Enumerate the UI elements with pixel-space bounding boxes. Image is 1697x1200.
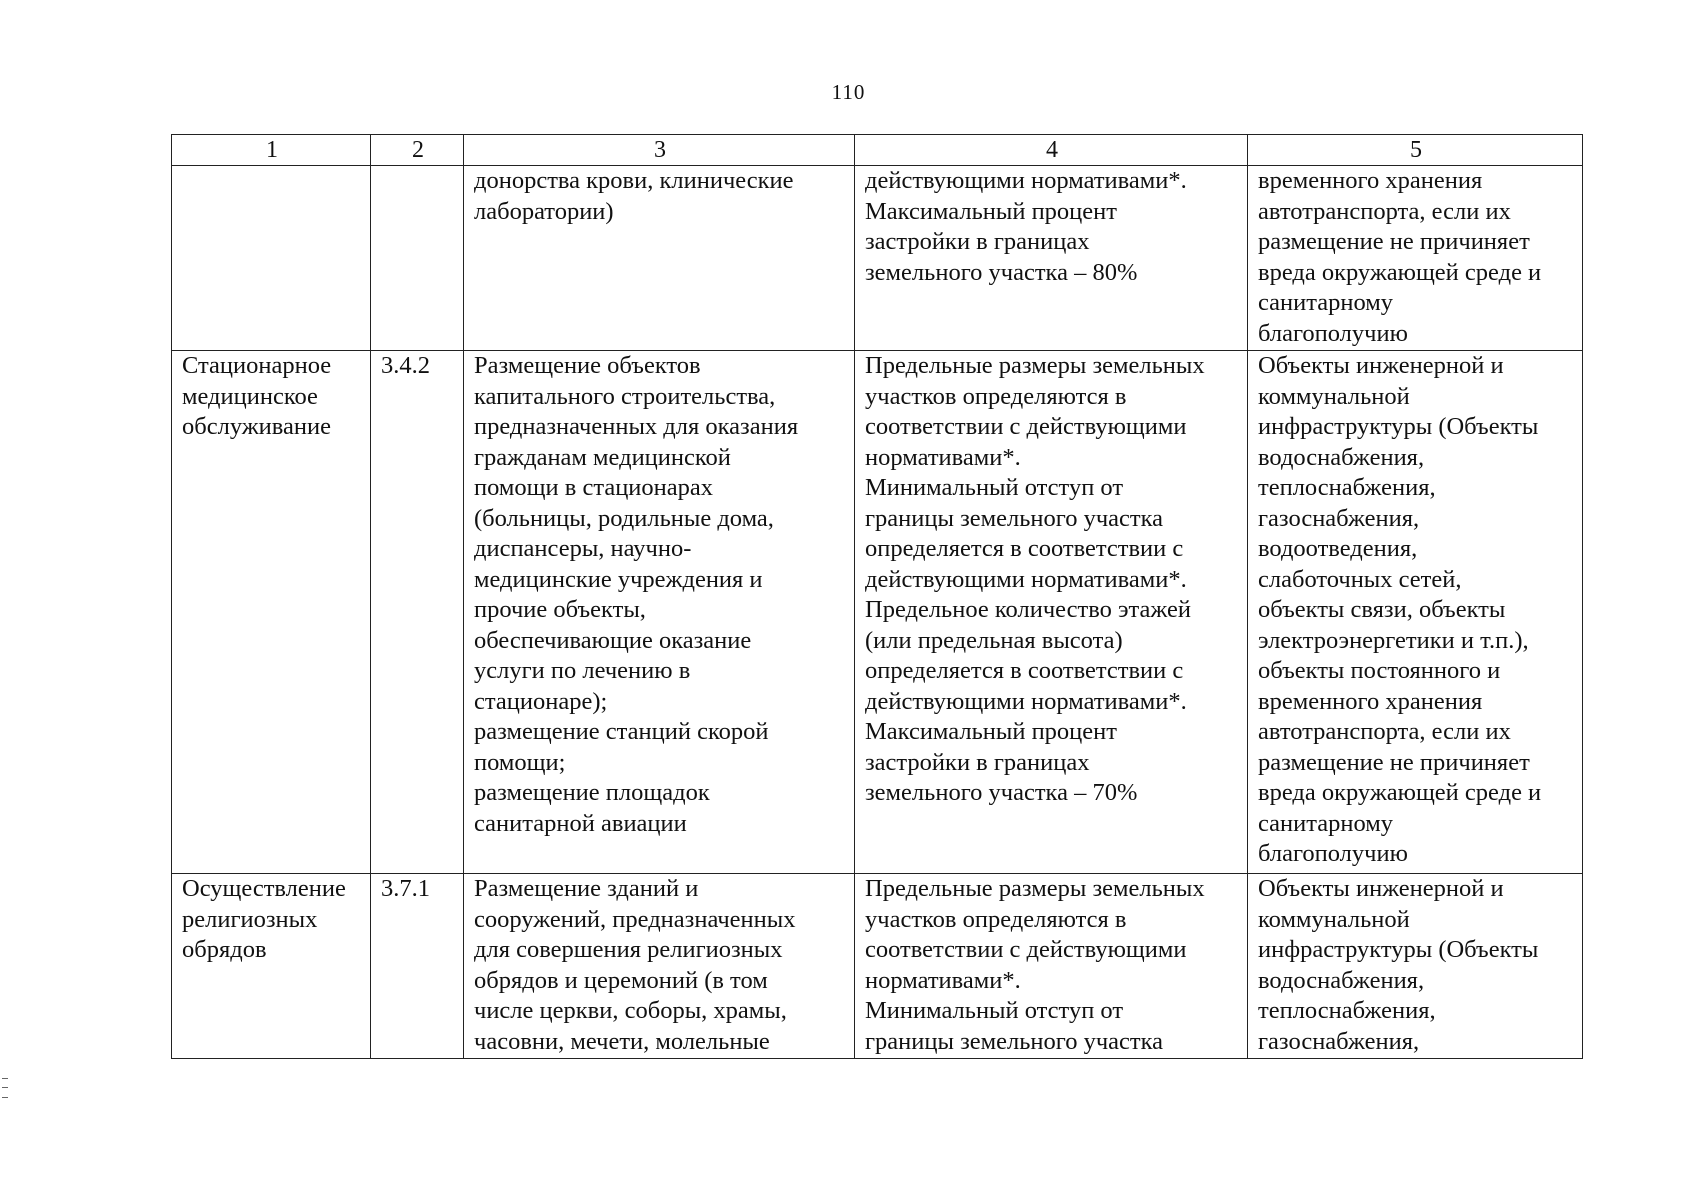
parameters-cell — [855, 874, 1248, 1059]
use-name-cell — [172, 351, 371, 874]
column-header-1: 1 — [172, 135, 371, 166]
auxiliary-cell — [1248, 351, 1583, 874]
column-header-4: 4 — [855, 135, 1248, 166]
zoning-table — [171, 134, 1583, 1059]
auxiliary-cell — [1248, 874, 1583, 1059]
description-text: Размещение зданий и сооружений, предназначенных для совершения религиозных обрядов и церемоний (в том числе церкви, соборы, храмы, часовни, мечети, молельные — [474, 875, 796, 1055]
table-row — [172, 874, 1583, 1059]
auxiliary-cell — [1248, 166, 1583, 351]
description-cell — [464, 166, 855, 351]
code-text: 3.7.1 — [381, 875, 430, 902]
parameters-text: действующими нормативами*. Максимальный процент застройки в границах земельного участка – 80% — [865, 167, 1187, 286]
auxiliary-text: Объекты инженерной и коммунальной инфраструктуры (Объекты водоснабжения, теплоснабжения, газоснабжения, — [1258, 875, 1539, 1055]
parameters-text: Предельные размеры земельных участков определяются в соответствии с действующими нормативами*. Минимальный отступ от границы земельного участка — [865, 875, 1205, 1055]
code-cell — [371, 351, 464, 874]
table-row — [172, 166, 1583, 351]
use-name-cell — [172, 874, 371, 1059]
table-header-row — [172, 135, 1583, 166]
use-name-text: Стационарное медицинское обслуживание — [182, 352, 332, 440]
description-cell — [464, 874, 855, 1059]
column-header-3: 3 — [464, 135, 855, 166]
parameters-text: Предельные размеры земельных участков определяются в соответствии с действующими нормативами*. Минимальный отступ от границы земельного участка определяется в соответствии с действующими нормативами*. Предельное количество этажей (или предельная высота) определяется в соответствии с действующими нормативами*. Максимальный процент застройки в границах земельного участка – 70% — [865, 352, 1205, 806]
description-cell — [464, 351, 855, 874]
use-name-cell — [172, 166, 371, 351]
auxiliary-text: временного хранения автотранспорта, если их размещение не причиняет вреда окружающей среде и санитарному благополучию — [1258, 167, 1542, 347]
column-header-2: 2 — [371, 135, 464, 166]
description-text: Размещение объектов капитального строительства, предназначенных для оказания гражданам медицинской помощи в стационарах (больницы, родильные дома, диспансеры, научно- медицинские учреждения и прочие объекты, обеспечивающие оказание услуги по лечению в стационаре); размещение станций скорой помощи; размещение площадок санитарной авиации — [474, 352, 799, 837]
auxiliary-text: Объекты инженерной и коммунальной инфраструктуры (Объекты водоснабжения, теплоснабжения, газоснабжения, водоотведения, слаботочных сетей, объекты связи, объекты электроэнергетики и т.п.), объекты постоянного и временного хранения автотранспорта, если их размещение не причиняет вреда окружающей среде и санитарному благополучию — [1258, 352, 1542, 867]
parameters-cell — [855, 351, 1248, 874]
code-text: 3.4.2 — [381, 352, 430, 379]
page-number: 110 — [831, 80, 866, 104]
scan-edge-marks — [2, 1078, 8, 1098]
column-header-5: 5 — [1248, 135, 1583, 166]
description-text: донорства крови, клинические лаборатории) — [474, 167, 794, 225]
code-cell — [371, 874, 464, 1059]
code-cell — [371, 166, 464, 351]
use-name-text: Осуществление религиозных обрядов — [182, 875, 346, 963]
parameters-cell — [855, 166, 1248, 351]
table-row — [172, 351, 1583, 874]
